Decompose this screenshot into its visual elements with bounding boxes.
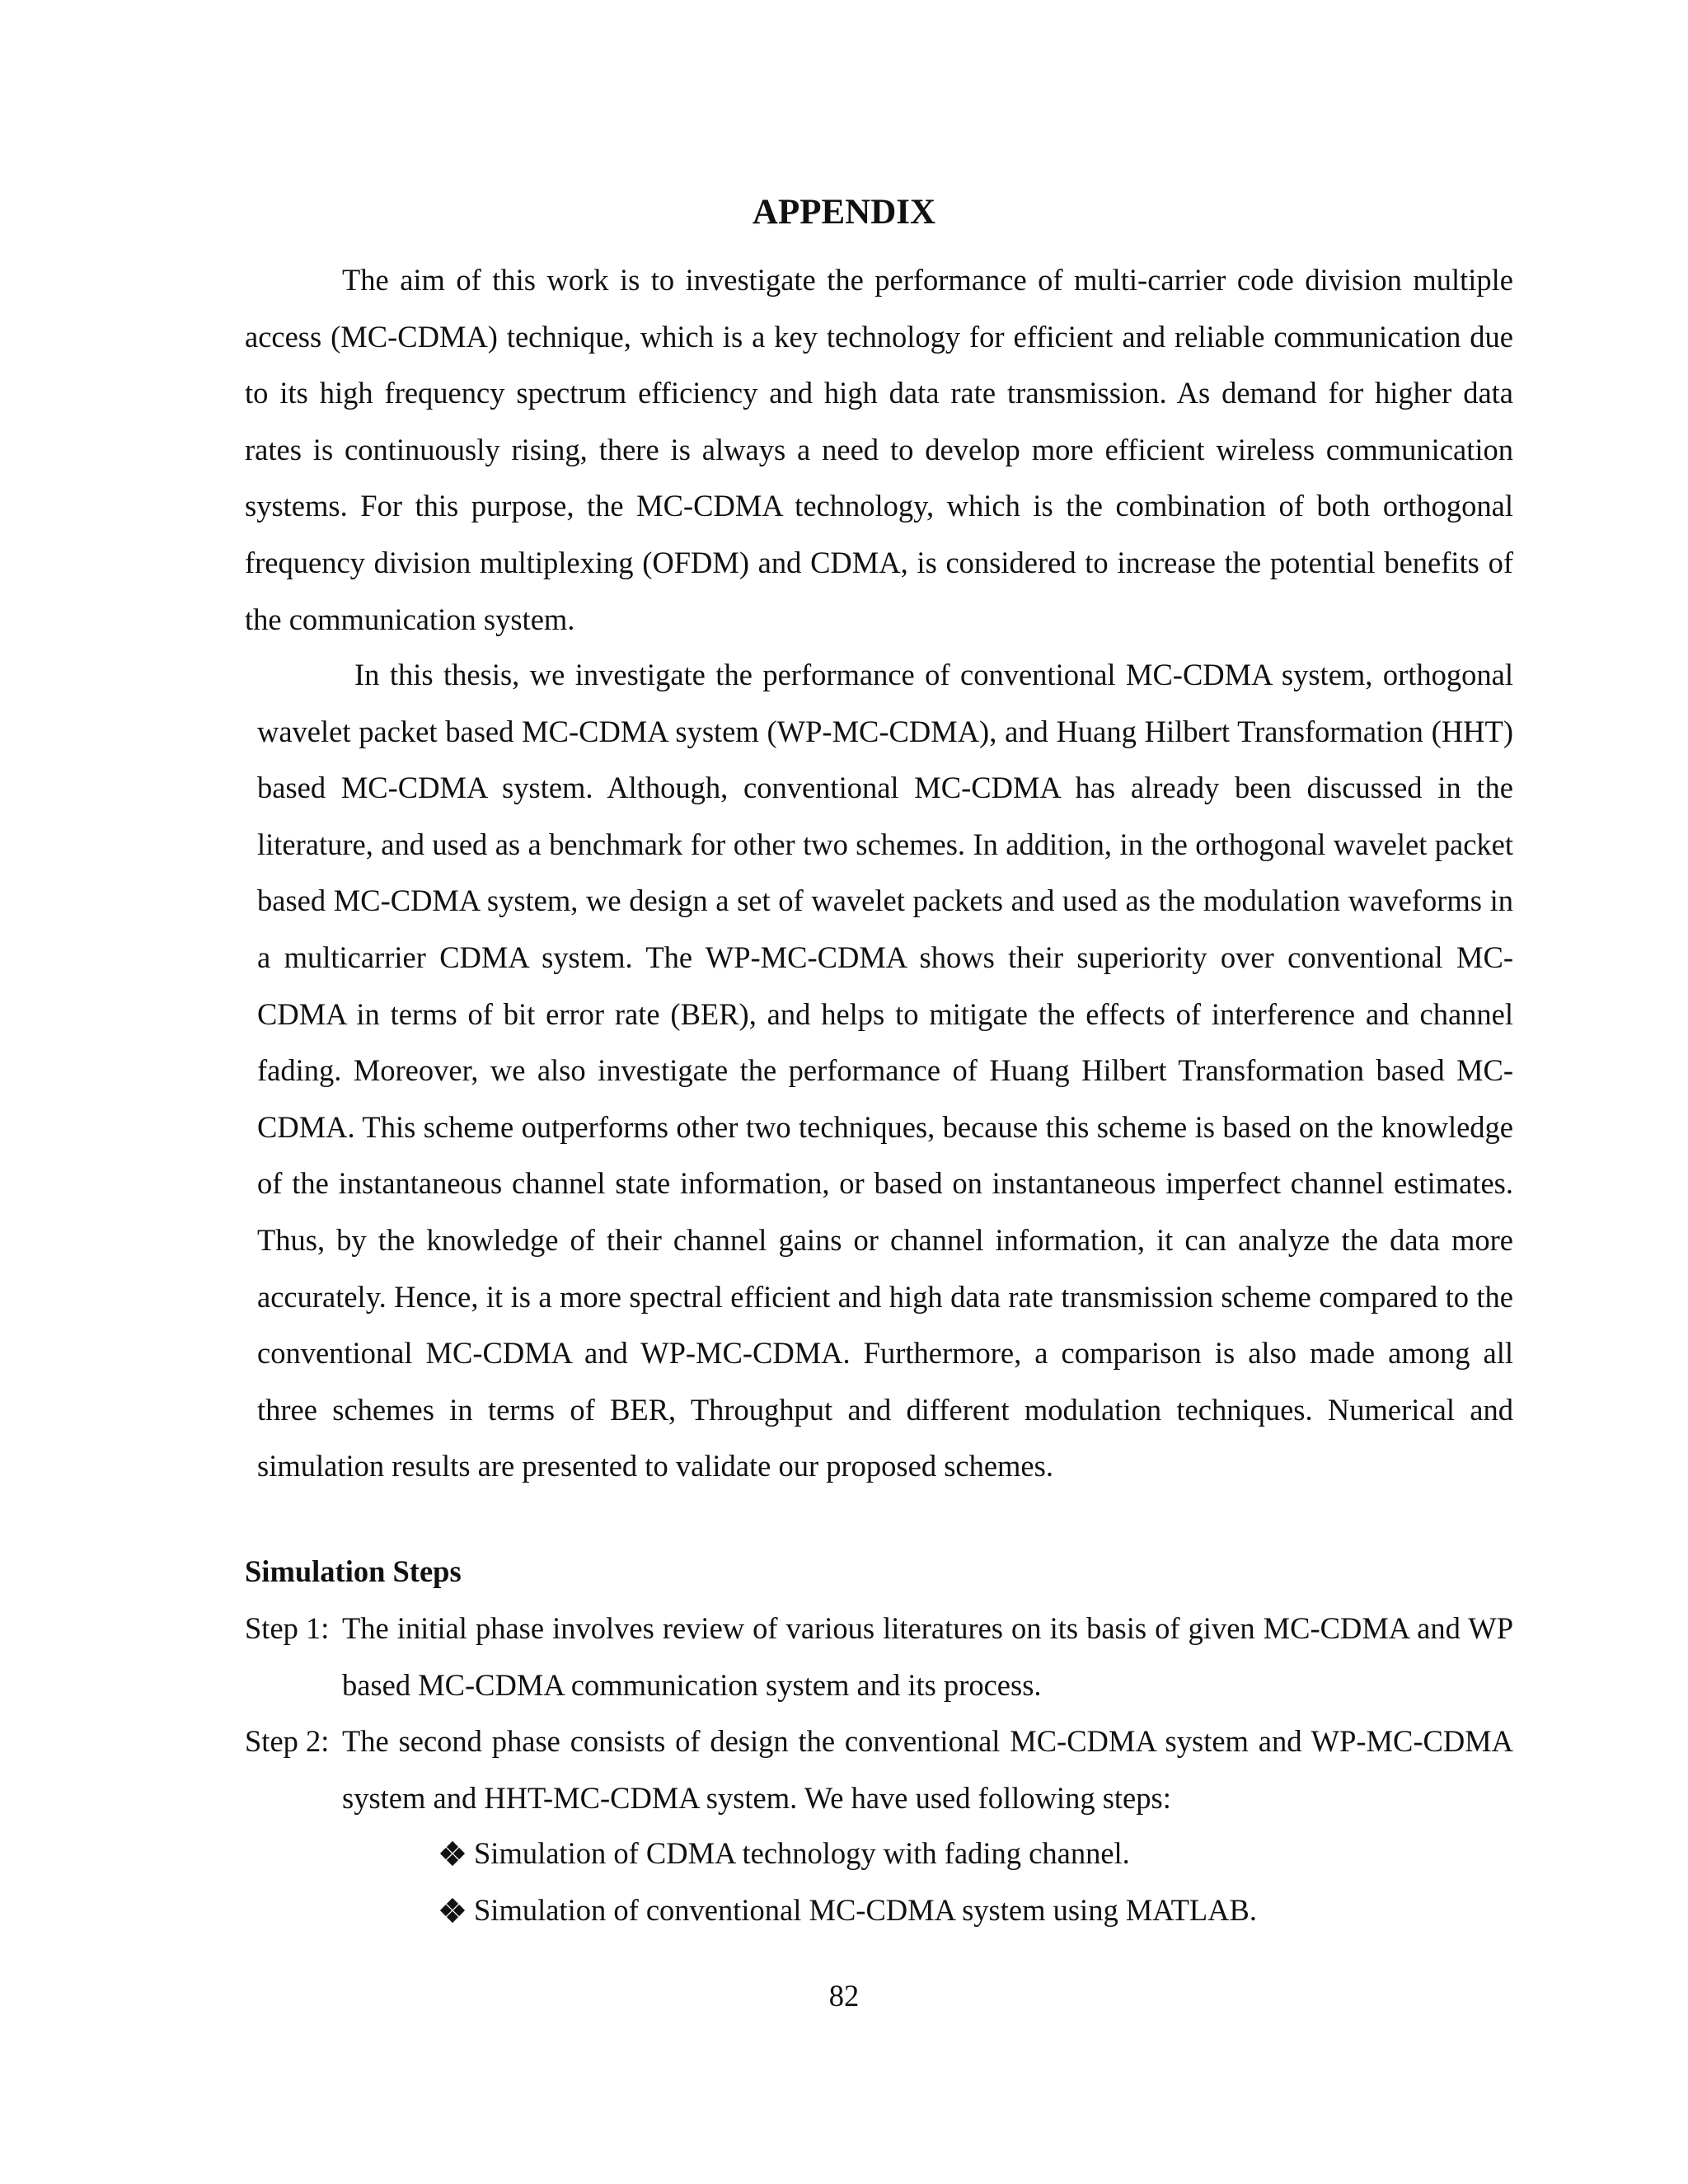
- appendix-heading: APPENDIX: [752, 193, 936, 232]
- simulation-steps-heading: Simulation Steps: [245, 1554, 462, 1588]
- step-2: [245, 1713, 1513, 1826]
- step-2-label: Step 2:: [245, 1724, 330, 1758]
- bullet-item: [441, 1825, 1130, 1882]
- bullet-item: [441, 1882, 1257, 1938]
- bullet-text: Simulation of CDMA technology with fading channel.: [474, 1836, 1130, 1870]
- step-2-text: The second phase consists of design the conventional MC-CDMA system and WP-MC-CDMA system and HHT-MC-CDMA system. We have used following steps:: [342, 1724, 1513, 1815]
- step-1-label: Step 1:: [245, 1611, 330, 1645]
- diamond-bullet-icon: [441, 1899, 464, 1922]
- bullet-text: Simulation of conventional MC-CDMA system using MATLAB.: [474, 1893, 1258, 1927]
- step-1-text: The initial phase involves review of various literatures on its basis of given MC-CDMA and WP based MC-CDMA communication system and its process.: [342, 1611, 1513, 1702]
- step-1: [245, 1601, 1513, 1713]
- diamond-bullet-icon: [441, 1842, 464, 1865]
- page-number: 82: [828, 1979, 860, 2013]
- paragraph-aim: The aim of this work is to investigate the performance of multi-carrier code division multiple access (MC-CDMA) technique, which is a key technology for efficient and reliable communication due to its high frequency spectrum efficiency and high data rate transmission. As demand for higher data rates is continuously rising, there is always a need to develop more efficient wireless communication systems. For this purpose, the MC-CDMA technology, which is the combination of both orthogonal frequency division multiplexing (OFDM) and CDMA, is considered to increase the potential benefits of the communication system.: [245, 263, 1513, 636]
- paragraph-thesis: In this thesis, we investigate the performance of conventional MC-CDMA system, orthogonal wavelet packet based MC-CDMA system (WP-MC-CDMA), and Huang Hilbert Transformation (HHT) based MC-CDMA system. Although, conventional MC-CDMA has already been discussed in the literature, and used as a benchmark for other two schemes. In addition, in the orthogonal wavelet packet based MC-CDMA system, we design a set of wavelet packets and used as the modulation waveforms in a multicarrier CDMA system. The WP-MC-CDMA shows their superiority over conventional MC-CDMA in terms of bit error rate (BER), and helps to mitigate the effects of interference and channel fading. Moreover, we also investigate the performance of Huang Hilbert Transformation based MC-CDMA. This scheme outperforms other two techniques, because this scheme is based on the knowledge of the instantaneous channel state information, or based on instantaneous imperfect channel estimates. Thus, by the knowledge of their channel gains or channel information, it can analyze the data more accurately. Hence, it is a more spectral efficient and high data rate transmission scheme compared to the conventional MC-CDMA and WP-MC-CDMA. Furthermore, a comparison is also made among all three schemes in terms of BER, Throughput and different modulation techniques. Numerical and simulation results are presented to validate our proposed schemes.: [257, 658, 1513, 1483]
